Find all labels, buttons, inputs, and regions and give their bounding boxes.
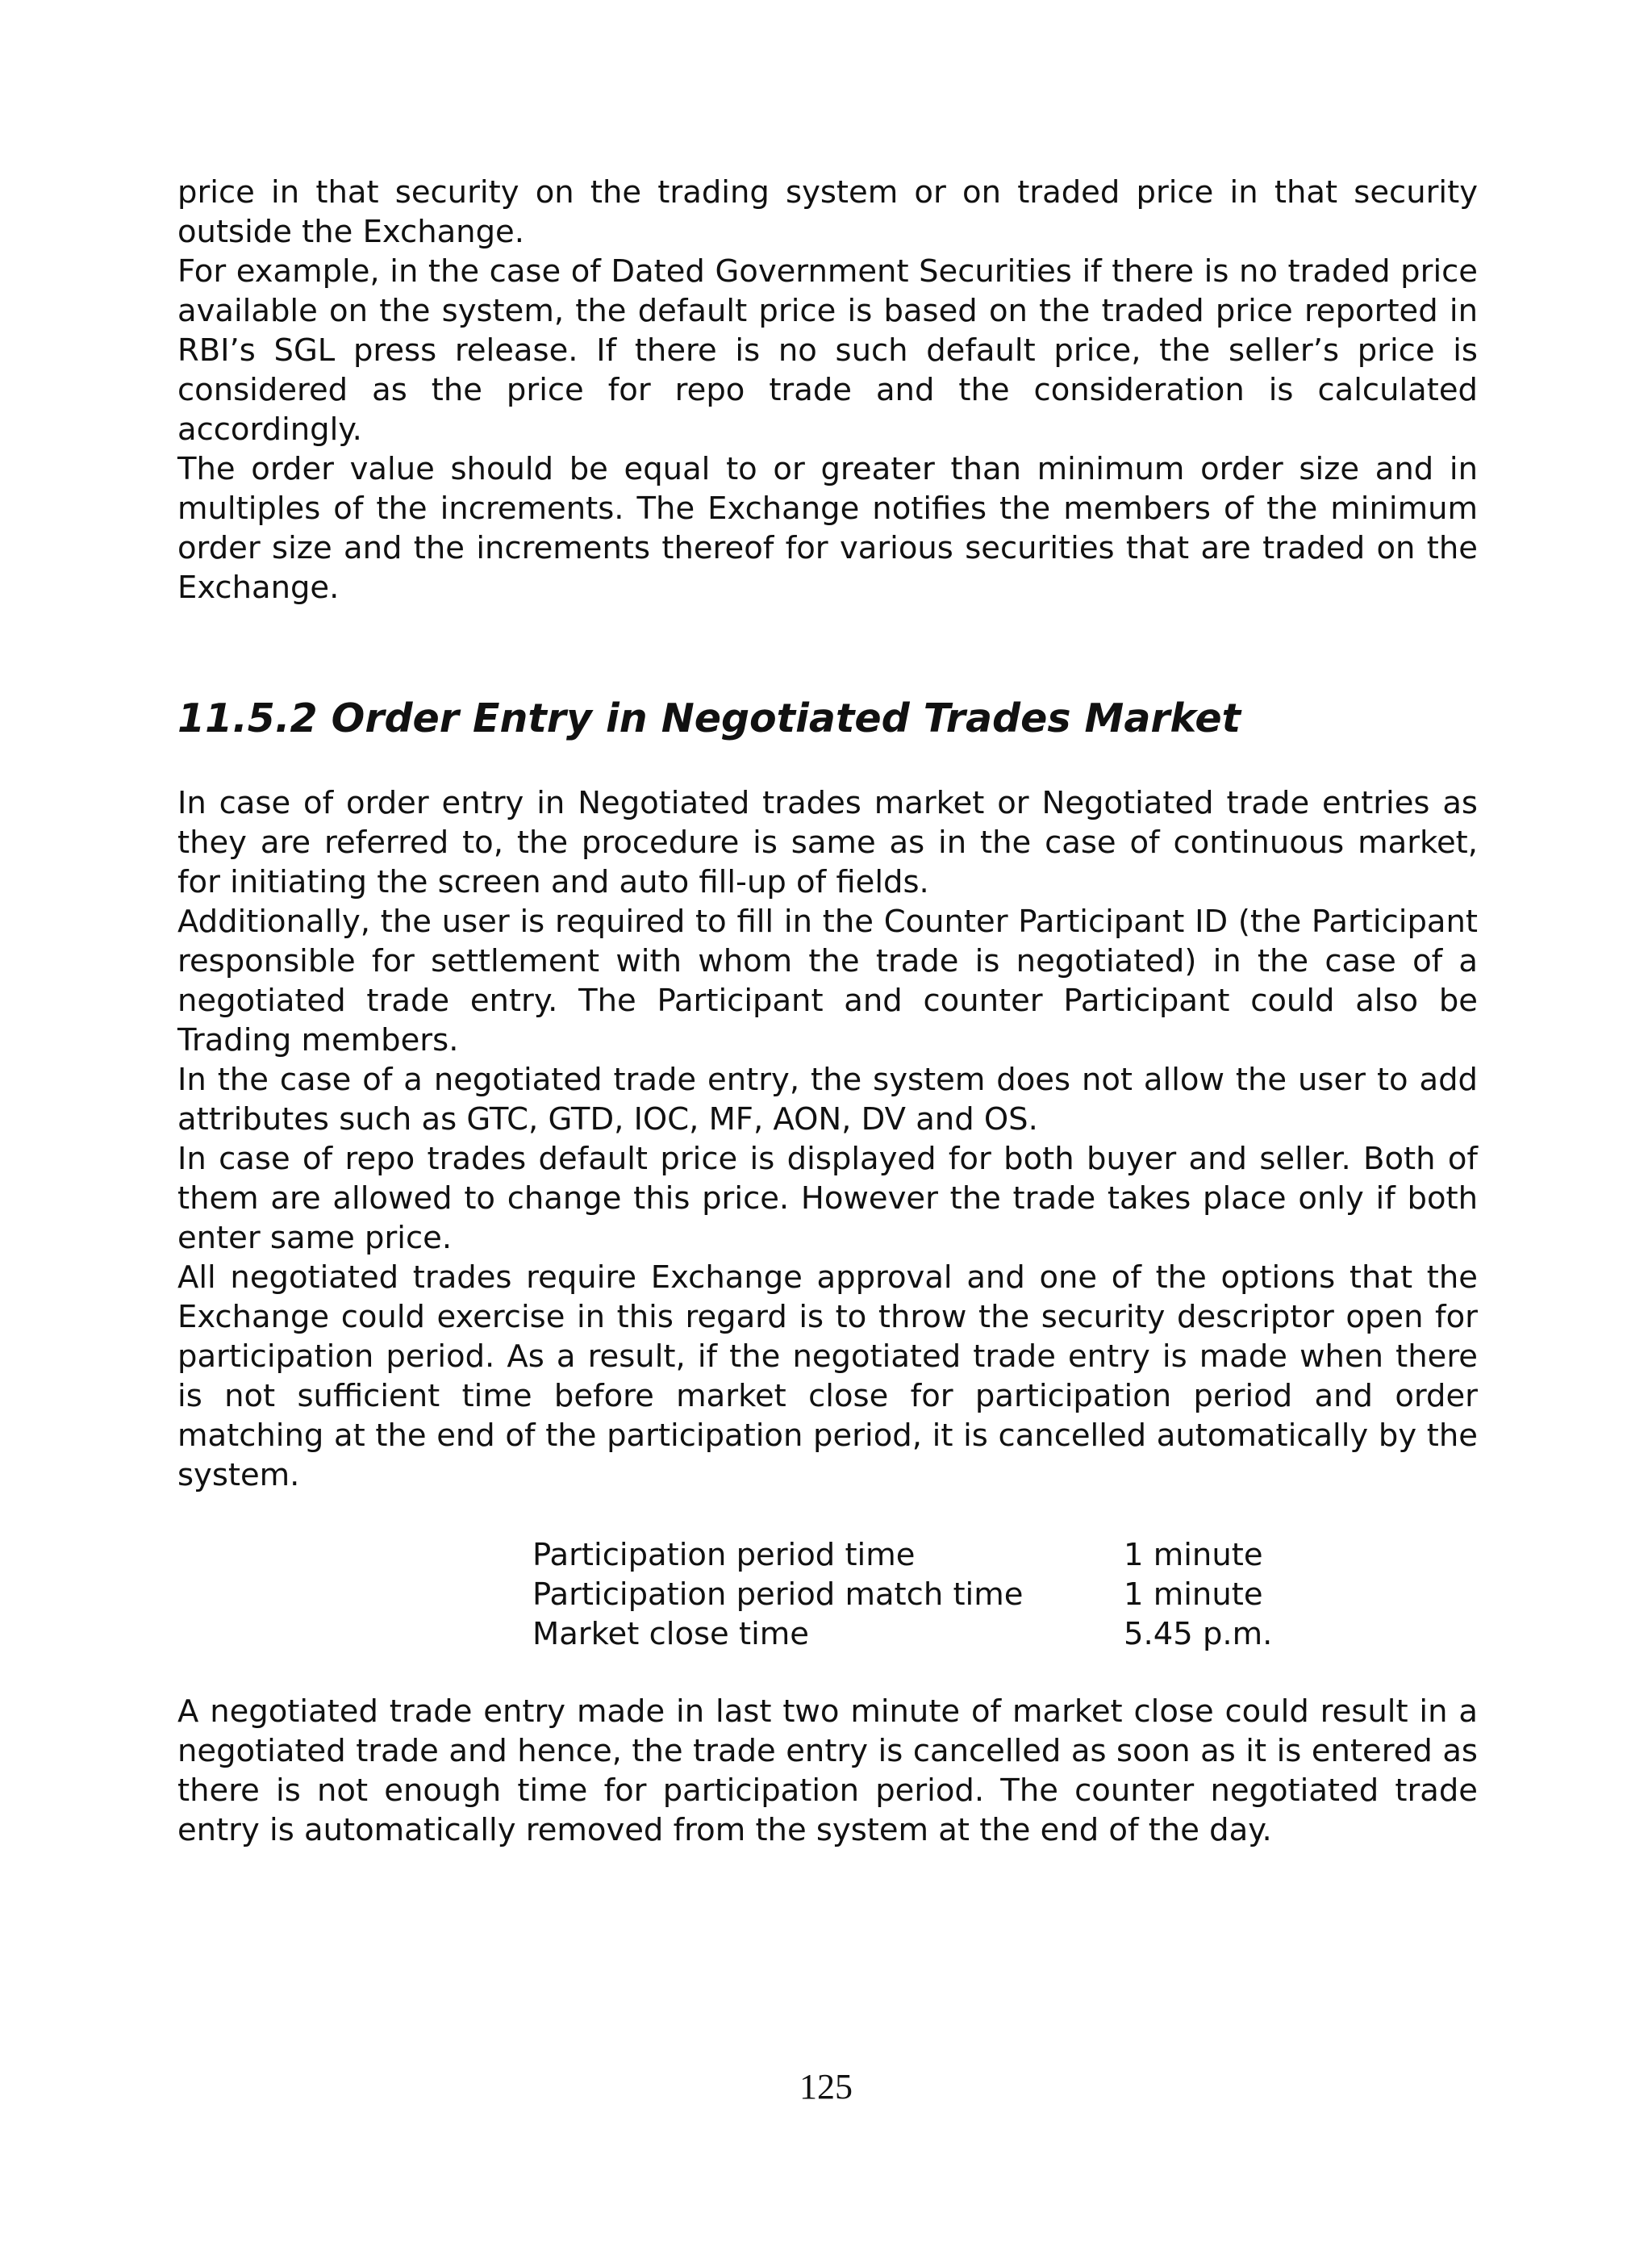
paragraph-order-entry-procedure: In case of order entry in Negotiated trades market or Negotiated trade entries as they are referred to, the procedure is same as in the case of continuous market, for initiating the screen and auto fill-up of fields. [177,785,1478,900]
spacer [177,607,1478,695]
table-row [532,1614,1272,1654]
page-number: 125 [799,2067,853,2106]
document-page [177,173,1478,1850]
paragraph-security-price: price in that security on the trading system or on traded price in that security outside the Exchange. [177,174,1478,250]
spacer [177,743,1478,783]
paragraph-counter-participant: Additionally, the user is required to fill in the Counter Participant ID (the Participant responsible for settlement with whom the trade is negotiated) in the case of a negotiated trade entry. The Participant and counter Participant could also be Trading members. [177,904,1478,1058]
spacer [177,1495,1478,1535]
table-row [532,1575,1272,1614]
paragraph-default-price-example: For example, in the case of Dated Government Securities if there is no traded price available on the system, the default price is based on the traded price reported in RBI’s SGL press release. If there is no such default price, the seller’s price is considered as the price for repo trade and the consideration is calculated accordingly. [177,253,1478,448]
timing-value: 5.45 p.m. [1124,1616,1273,1652]
section-heading: 11.5.2 Order Entry in Negotiated Trades Market [177,695,1241,741]
timing-value: 1 minute [1124,1576,1263,1613]
timing-table [532,1535,1272,1654]
timing-label: Participation period match time [532,1576,1024,1613]
paragraph-last-minute-entry: A negotiated trade entry made in last two minute of market close could result in a negotiated trade and hence, the trade entry is cancelled as soon as it is entered as there is not enough time for participation period. The counter negotiated trade entry is automatically removed from the system at the end of the day. [177,1693,1478,1848]
paragraph-order-value: The order value should be equal to or greater than minimum order size and in multiples of the increments. The Exchange notifies the members of the minimum order size and the increments thereof for various securities that are traded on the Exchange. [177,451,1478,606]
timing-label: Participation period time [532,1537,916,1573]
paragraph-attributes: In the case of a negotiated trade entry, the system does not allow the user to add attributes such as GTC, GTD, IOC, MF, AON, DV and OS. [177,1062,1478,1138]
paragraph-repo-default-price: In case of repo trades default price is displayed for both buyer and seller. Both of them are allowed to change this price. However the trade takes place only if both enter same price. [177,1141,1478,1256]
table-row [532,1535,1272,1575]
paragraph-exchange-approval: All negotiated trades require Exchange approval and one of the options that the Exchange could exercise in this regard is to throw the security descriptor open for participation period. As a result, if the negotiated trade entry is made when there is not sufficient time before market close for participation period and order matching at the end of the participation period, it is cancelled automatically by the system. [177,1259,1478,1493]
timing-value: 1 minute [1124,1537,1263,1573]
spacer [177,1654,1478,1692]
timing-label: Market close time [532,1616,809,1652]
